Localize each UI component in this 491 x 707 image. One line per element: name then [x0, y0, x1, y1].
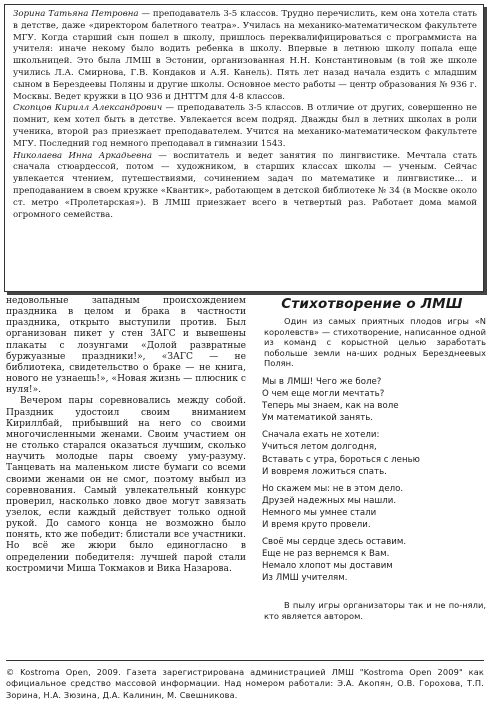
bio-skoptsov [13, 103, 477, 150]
bio-name: Николаева Инна Аркадьевна [13, 150, 153, 161]
bios-box [4, 4, 484, 292]
poem-line: О чем еще могли мечтать? [262, 389, 385, 400]
poem-line: Но скажем мы: не в этом дело. [262, 483, 404, 494]
poem-stanza [262, 483, 486, 531]
article-column [6, 296, 246, 575]
bio-zorina [13, 9, 477, 103]
poem-stanza [262, 429, 486, 477]
article-paragraph: недовольные западным происхождением праздника в целом и брака в частности праздника, открыто выступили против. Был организован пикет у стен ЗАГС и вывешены плакаты с лозунгами «Долой развратные буржуазные праздники!», «ЗАГС — не библиотека, свидетельство о браке — не книга, нового не узнаешь!», «Новая жизнь — плюсник с нуля!». [6, 296, 246, 396]
poem-stanza [262, 376, 486, 424]
footer-credits: © Kostroma Open, 2009. Газета зарегистрирована администрацией ЛМШ "Kostroma Open 2009" как официальное средство массовой информации. Над номером работали: Э.А. Акопян, О.В. Горохова, Т.П. Зорина, Н.А. Зюзина, Д.А. Калинин, М. Свешникова. [6, 660, 484, 701]
poem-line: И вовремя ложиться спать. [262, 466, 387, 477]
poem-intro: Один из самых приятных плодов игры «N королевств» — стихотворение, написанное одной из команд с корыстной целью заработать побольше земли на-ших родных Березднеевых Полян. [264, 316, 486, 369]
poem-stanza [262, 536, 486, 584]
poem-line: Теперь мы знаем, как на воле [262, 401, 399, 412]
bio-name: Зорина Татьяна Петровна [13, 9, 139, 19]
bio-body: — преподаватель 3-5 классов. В отличие от других, совершенно не помнит, кем хотел быть в детстве. Увлекается всем подряд. Дважды был в летних школах в роли ученика, второй раз приезжает преподавателем. Учится на механико-математическом факультете МГУ. Последний год немного преподавал в гимназии 1543. [13, 103, 477, 149]
poem-title: Стихотворение о ЛМШ [281, 296, 463, 312]
poem-line: Сначала ехать не хотели: [262, 430, 380, 441]
bio-nikolaeva [13, 151, 477, 222]
poem-outro: В пылу игры организаторы так и не по-няли, кто является автором. [264, 600, 486, 621]
poem-line: И время круто провели. [262, 520, 371, 531]
poem-body [262, 376, 486, 590]
bio-name: Скопцов Кирилл Александрович [13, 103, 163, 114]
poem-line: Учиться летом долгодня, [262, 442, 377, 453]
poem-line: Ум математикой занять. [262, 413, 374, 424]
bios-text [13, 9, 477, 221]
poem-line: Своё мы сердце здесь оставим. [262, 537, 407, 548]
poem-line: Вставать с утра, бороться с ленью [262, 454, 420, 465]
bio-body: — воспитатель и ведет занятия по лингвистике. Мечтала стать сначала стюардессой, потом — художником, в старших классах школы — ученым. Сейчас увлекается чтением, путешествиями, сочинением задач по математике и лингвистике… и преподаванием в своем кружке «Квантик», работающем в детской библиотеке № 34 (в Москве около ст. метро «Пролетарская»). В ЛМШ приезжает всего в четвертый раз. Работает дома мамой огромного семейства. [13, 150, 477, 220]
poem-line: Еще не раз вернемся к Вам. [262, 549, 390, 560]
poem-line: Немного мы умнее стали [262, 507, 377, 518]
poem-line: Из ЛМШ учителям. [262, 573, 348, 584]
poem-line: Мы в ЛМШ! Чего же боле? [262, 377, 382, 387]
bio-body: — преподаватель 3-5 классов. Трудно перечислить, кем она хотела стать в детстве, даже «директором балетного театра». Училась на механико-математическом факультете МГУ. Когда старший сын пошел в школу, пришлось переквалифицироваться с программиста на учителя: иначе некому было водить ребенка в школу. Впервые в летнюю школу попала еще школьницей. Это была ЛМШ в Эстонии, организованная Н.Н. Константиновым (в той же школе учились Л.А. Смирнова, Г.В. Кондаков и А.Я. Канель). Пять лет назад начала ездить с младшим сыном в Берездеевы Поляны и другие школы. Основное место работы — центр образования № 936 г. Москвы. Ведет кружки в ЦО 936 и ДНТТМ для 4-8 классов. [13, 9, 477, 102]
article-paragraph: Вечером пары соревновались между собой. Праздник удостоил своим вниманием Кириллбай, прибывший на него со своими многочисленными женами. Своим участием он не столько старался оказаться лучшим, сколько научить молодые пары своему уму-разуму. Танцевать на маленьком листе бумаги со всеми своими женами он не смог, поэтому выбыл из соревнования. Самый увлекательный конкурс проверил, насколько ловко двое могут завязать узелок, если каждый действует только одной рукой. До самого конца не возможно было понять, кто же победит: блистали все участники. Но всё же жюри было единогласно в определении победителя: лучшей парой стали костромичи Миша Токмаков и Вика Назарова. [6, 396, 246, 574]
poem-line: Немало хлопот мы доставим [262, 561, 393, 572]
poem-line: Друзей надежных мы нашли. [262, 495, 397, 506]
